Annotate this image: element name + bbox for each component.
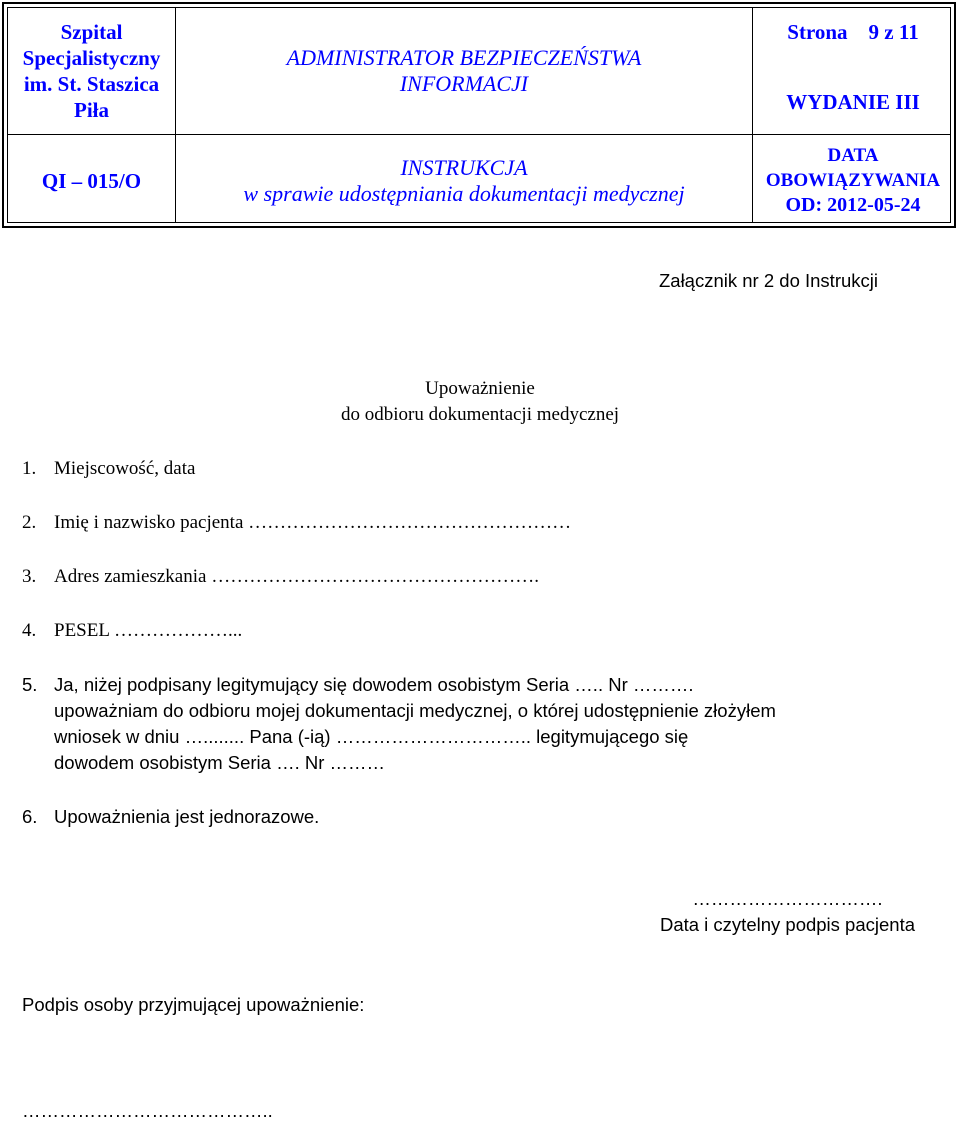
form-title xyxy=(200,376,760,428)
field-place-date xyxy=(22,456,195,482)
field-number: 3. xyxy=(22,566,37,587)
authorization-text: Ja, niżej podpisany legitymujący się dowodem osobistym Seria ….. Nr ………. xyxy=(54,674,694,695)
receiver-signature-label: Podpis osoby przyjmującej upoważnienie: xyxy=(22,994,365,1015)
field-label: Adres zamieszkania ……………………………………………. xyxy=(54,566,539,587)
edition: WYDANIE III xyxy=(786,90,920,114)
effective-date-line: DATA xyxy=(827,145,879,166)
signature-label: Data i czytelny podpis pacjenta xyxy=(659,914,916,935)
instruction-title-line: INSTRUKCJA xyxy=(400,154,528,180)
document-code: QI – 015/O xyxy=(41,168,142,193)
page-number: Strona 9 z 11 xyxy=(787,20,919,44)
header-table xyxy=(7,7,951,223)
field-patient-name xyxy=(22,510,571,536)
effective-date xyxy=(753,135,953,226)
field-address xyxy=(22,564,539,590)
effective-date-line: OBOWIĄZYWANIA xyxy=(765,170,941,191)
field-label: PESEL ………………... xyxy=(54,620,243,641)
institution-line: Piła xyxy=(74,98,109,122)
signature-dots: …………………………. xyxy=(692,888,883,909)
patient-signature-block xyxy=(620,886,955,938)
one-time-note xyxy=(22,804,319,830)
institution-name xyxy=(8,8,175,134)
attachment-label: Załącznik nr 2 do Instrukcji xyxy=(658,270,878,291)
instruction-title-line: w sprawie udostępniania dokumentacji medycznej xyxy=(243,180,685,206)
form-title-line: do odbioru dokumentacji medycznej xyxy=(340,404,620,425)
authorization-line xyxy=(22,672,776,698)
note-text: Upoważnienia jest jednorazowe. xyxy=(54,806,320,827)
field-number: 1. xyxy=(22,458,37,479)
authorization-line: dowodem osobistym Seria …. Nr ……… xyxy=(54,752,386,773)
document-title-line: ADMINISTRATOR BEZPIECZEŃSTWA xyxy=(286,45,642,70)
institution-line: Specjalistyczny xyxy=(22,46,161,70)
authorization-line: wniosek w dniu …........ Pana (-ią) ………………………….. legitymującego się xyxy=(54,726,689,747)
institution-line: im. St. Staszica xyxy=(23,72,160,96)
document-header xyxy=(2,2,956,228)
effective-date-line: OD: 2012-05-24 xyxy=(785,194,921,216)
authorization-paragraph xyxy=(22,672,776,776)
field-number: 6. xyxy=(22,806,38,827)
field-number: 2. xyxy=(22,512,37,533)
document-title-line: INFORMACJI xyxy=(399,71,529,96)
institution-line: Szpital xyxy=(60,20,123,44)
authorization-line: upoważniam do odbioru mojej dokumentacji medycznej, o której udostępnienie złożyłem xyxy=(54,700,776,721)
document-title xyxy=(176,8,752,134)
field-label: Imię i nazwisko pacjenta …………………………………………… xyxy=(54,512,572,533)
field-label: Miejscowość, data xyxy=(54,458,196,479)
receiver-signature-dots: ………………………………….. xyxy=(22,1100,273,1121)
form-title-line: Upoważnienie xyxy=(425,378,535,399)
field-number: 4. xyxy=(22,620,37,641)
instruction-title xyxy=(176,135,752,226)
field-number: 5. xyxy=(22,674,38,695)
field-pesel xyxy=(22,618,242,644)
